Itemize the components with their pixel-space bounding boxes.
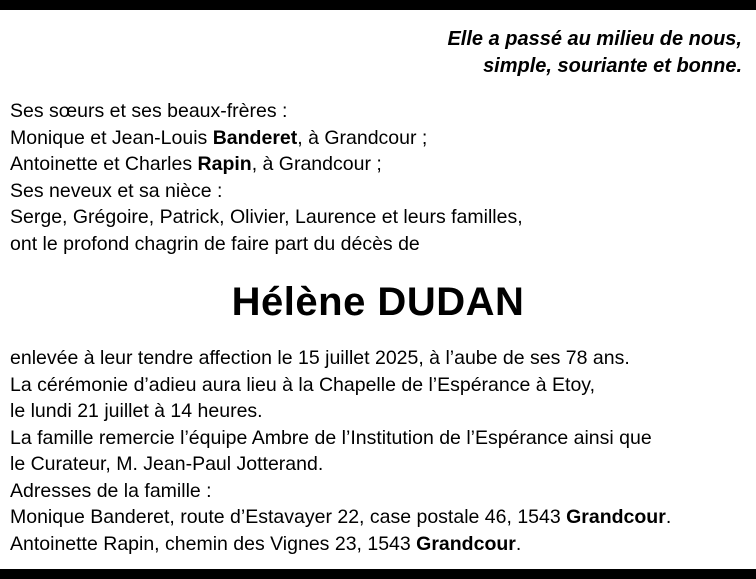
plain-text: .	[515, 532, 522, 555]
ceremony-details-line-2	[10, 372, 746, 399]
plain-text: Ses neveux et sa nièce :	[10, 179, 223, 202]
plain-text: La cérémonie d’adieu aura lieu à la Chapelle de l’Espérance à Etoy,	[10, 373, 596, 396]
plain-text: enlevée à leur tendre affection le 15 juillet 2025, à l’aube de ses 78 ans.	[10, 347, 630, 369]
plain-text: Antoinette et Charles	[10, 153, 198, 175]
epigraph-line-2: simple, souriante et bonne.	[483, 55, 742, 77]
ceremony-details-line-8	[10, 531, 746, 558]
plain-text: le lundi 21 juillet à 14 heures.	[10, 400, 263, 422]
notice-content	[0, 10, 756, 569]
emphasis-text: Rapin	[197, 153, 252, 175]
plain-text: Serge, Grégoire, Patrick, Olivier, Laurence et leurs familles,	[10, 206, 523, 228]
plain-text: le Curateur, M. Jean-Paul Jotterand.	[10, 453, 324, 475]
family-intro-line-2	[10, 125, 746, 152]
ceremony-details-line-6	[10, 478, 746, 505]
epigraph	[10, 26, 746, 80]
plain-text: Monique Banderet, route d’Estavayer 22, case postale 46, 1543	[10, 506, 567, 528]
emphasis-text: Grandcour	[416, 532, 516, 555]
ceremony-details-line-4	[10, 425, 746, 452]
family-intro-line-6	[10, 231, 746, 258]
ceremony-details-line-1	[10, 345, 746, 372]
emphasis-text: Banderet	[212, 126, 298, 149]
family-intro-line-5	[10, 204, 746, 231]
family-intro-line-3	[10, 151, 746, 178]
ceremony-details-line-3	[10, 398, 746, 425]
epigraph-line-1: Elle a passé au milieu de nous,	[447, 28, 742, 50]
ceremony-details	[10, 345, 746, 557]
plain-text: .	[665, 506, 672, 528]
plain-text: Antoinette Rapin, chemin des Vignes 23, 1543	[10, 532, 417, 555]
deceased-name: Hélène DUDAN	[231, 280, 525, 324]
plain-text: , à Grandcour ;	[297, 126, 428, 149]
plain-text: La famille remercie l’équipe Ambre de l’Institution de l’Espérance ainsi que	[10, 426, 652, 449]
plain-text: Adresses de la famille :	[10, 479, 212, 502]
family-intro-line-4	[10, 178, 746, 205]
plain-text: Monique et Jean-Louis	[10, 126, 213, 149]
emphasis-text: Grandcour	[566, 506, 666, 528]
ceremony-details-line-7	[10, 504, 746, 531]
plain-text: ont le profond chagrin de faire part du décès de	[10, 232, 420, 255]
family-intro	[10, 98, 746, 257]
ceremony-details-line-5	[10, 451, 746, 478]
plain-text: , à Grandcour ;	[251, 153, 382, 175]
family-intro-line-1	[10, 98, 746, 125]
plain-text: Ses sœurs et ses beaux-frères :	[10, 100, 288, 122]
